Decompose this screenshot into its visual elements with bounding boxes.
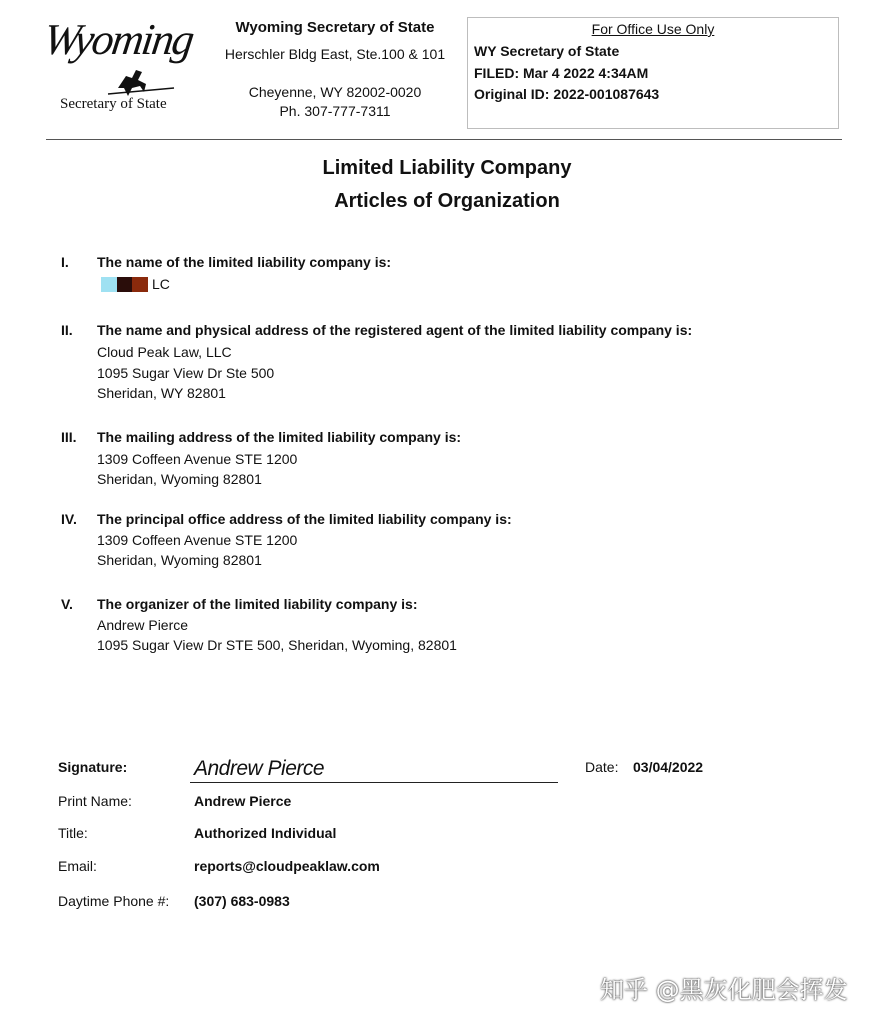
filed-with: WY Secretary of State <box>474 43 620 59</box>
office-name: Wyoming Secretary of State <box>235 19 435 36</box>
header-divider <box>46 139 842 140</box>
section-line: 1095 Sugar View Dr STE 500, Sheridan, Wyoming, 82801 <box>97 637 457 653</box>
title-label: Title: <box>58 825 88 841</box>
wyoming-sos-logo <box>40 14 200 114</box>
title-value: Authorized Individual <box>194 825 337 841</box>
original-id: Original ID: 2022-001087643 <box>474 86 660 102</box>
section-line: Sheridan, WY 82801 <box>97 385 226 401</box>
signature-value: Andrew Pierce <box>194 757 325 780</box>
office-use-title: For Office Use Only <box>591 21 715 37</box>
company-name-suffix: LC <box>152 276 170 292</box>
bucking-horse-icon <box>98 58 178 98</box>
section-number: I. <box>61 254 69 270</box>
office-address-line1: Herschler Bldg East, Ste.100 & 101 <box>224 46 446 62</box>
watermark: 知乎 @黑灰化肥会挥发 <box>600 976 848 1004</box>
section-question: The mailing address of the limited liability company is: <box>97 429 462 445</box>
section-number: III. <box>61 429 77 445</box>
document-title-line2: Articles of Organization <box>334 190 560 212</box>
section-line: Cloud Peak Law, LLC <box>97 344 232 360</box>
signature-line <box>190 782 558 783</box>
redaction-block <box>101 277 117 292</box>
phone-value: (307) 683-0983 <box>194 893 290 909</box>
logo-subtitle: Secretary of State <box>60 96 167 112</box>
date-label: Date: <box>585 759 619 775</box>
section-number: V. <box>61 596 73 612</box>
section-number: II. <box>61 322 73 338</box>
filed-date: FILED: Mar 4 2022 4:34AM <box>474 65 649 81</box>
signature-label: Signature: <box>58 759 128 775</box>
section-line: Sheridan, Wyoming 82801 <box>97 552 262 568</box>
section-line: Andrew Pierce <box>97 617 189 633</box>
document-title-line1: Limited Liability Company <box>322 157 572 179</box>
section-question: The principal office address of the limited liability company is: <box>97 511 512 527</box>
section-question: The name and physical address of the registered agent of the limited liability company is: <box>97 322 693 338</box>
section-question: The name of the limited liability company is: <box>97 254 392 270</box>
print-name-value: Andrew Pierce <box>194 793 292 809</box>
email-label: Email: <box>58 858 97 874</box>
logo-wordmark: Wyoming <box>40 15 196 64</box>
print-name-label: Print Name: <box>58 793 132 809</box>
redaction-block <box>132 277 148 292</box>
office-phone: Ph. 307-777-7311 <box>279 103 391 119</box>
section-number: IV. <box>61 511 77 527</box>
section-line: Sheridan, Wyoming 82801 <box>97 471 262 487</box>
phone-label: Daytime Phone #: <box>58 893 170 909</box>
section-line: 1095 Sugar View Dr Ste 500 <box>97 365 275 381</box>
date-value: 03/04/2022 <box>633 759 704 775</box>
email-value: reports@cloudpeaklaw.com <box>194 858 380 874</box>
section-question: The organizer of the limited liability company is: <box>97 596 418 612</box>
section-line: 1309 Coffeen Avenue STE 1200 <box>97 532 298 548</box>
office-use-box <box>467 17 839 129</box>
redaction-block <box>117 277 132 292</box>
office-address-line2: Cheyenne, WY 82002-0020 <box>248 84 422 100</box>
section-line: 1309 Coffeen Avenue STE 1200 <box>97 451 298 467</box>
